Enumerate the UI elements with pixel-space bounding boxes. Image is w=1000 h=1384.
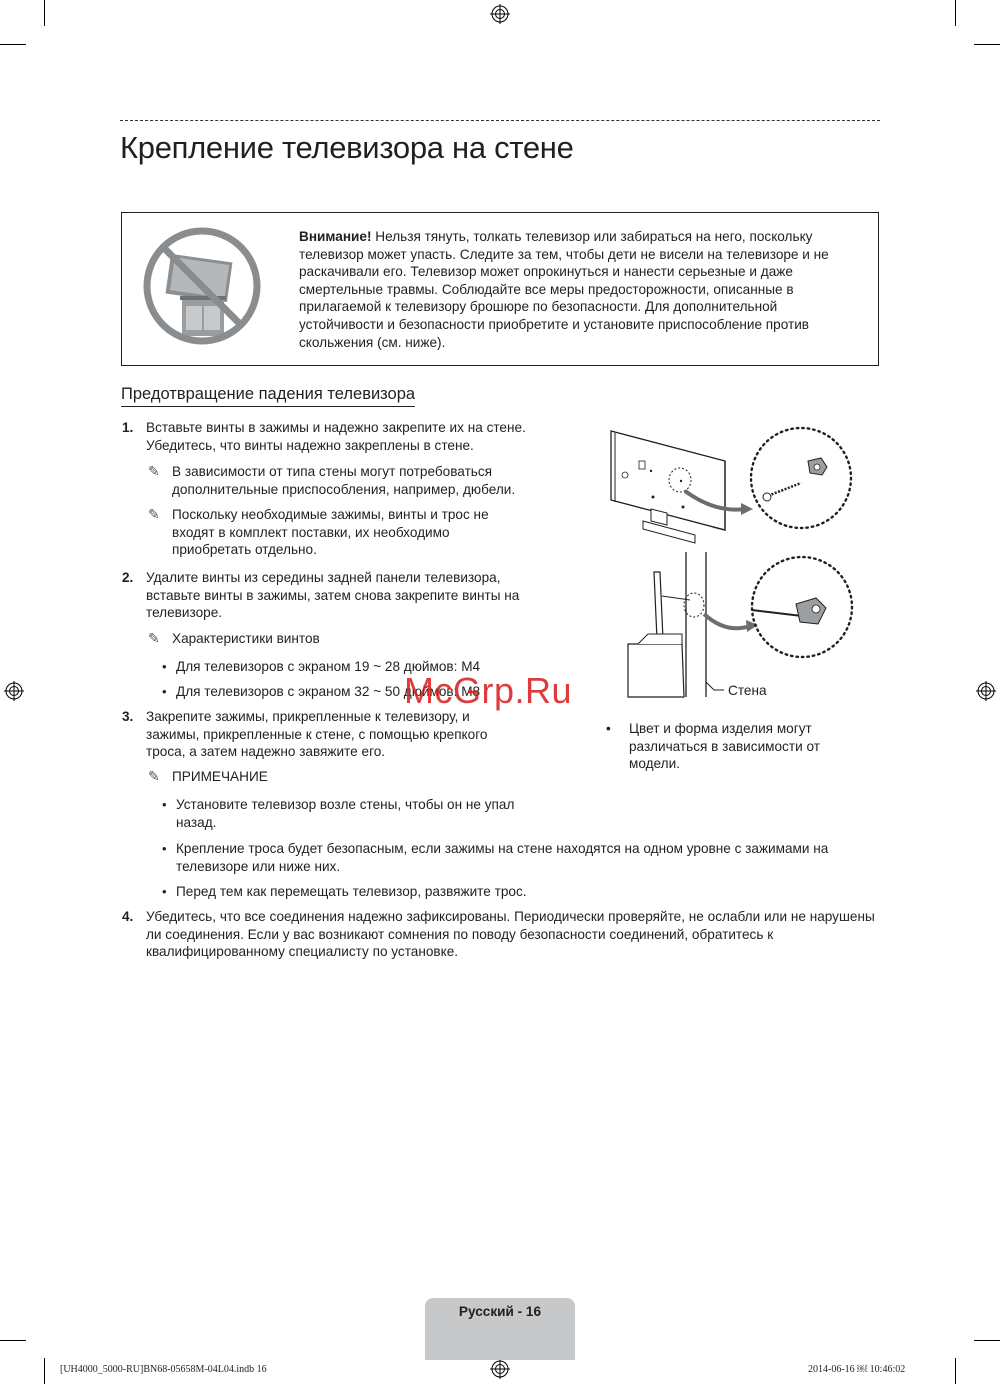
bullet-icon: • — [162, 797, 167, 812]
footer-timestamp: 2014-06-16 ￼ 10:46:02 — [808, 1364, 906, 1375]
crop-mark — [974, 44, 1000, 45]
crop-mark — [44, 1358, 45, 1384]
page-title: Крепление телевизора на стене — [120, 130, 574, 165]
note-pen-icon: ✎ — [148, 630, 160, 646]
bullet-icon: • — [162, 884, 167, 899]
step-number: 1. — [122, 420, 134, 435]
step-number: 2. — [122, 570, 134, 585]
bullet-item: Перед тем как перемещать телевизор, развяжите трос. — [176, 884, 527, 899]
step-note: Характеристики винтов — [172, 631, 320, 646]
warning-label: Внимание! — [299, 229, 372, 244]
figure-note-bullet: • — [606, 721, 611, 736]
bullet-item: Для телевизоров с экраном 19 ~ 28 дюймов: M4 — [176, 659, 481, 674]
crop-mark — [955, 0, 956, 26]
page-number: Русский - 16 — [458, 1304, 542, 1319]
note-heading: ПРИМЕЧАНИЕ — [172, 769, 268, 784]
crop-mark — [974, 1340, 1000, 1341]
title-rule — [120, 120, 880, 121]
note-pen-icon: ✎ — [148, 463, 160, 479]
step-note: Поскольку необходимые зажимы, винты и трос не входят в комплект поставки, их необходимо приобретать отдельно. — [172, 507, 489, 558]
no-climbing-tv-icon — [142, 226, 262, 346]
step-number: 4. — [122, 909, 134, 924]
tv-wall-tether-illustration — [626, 552, 861, 702]
step-text: Вставьте винты в зажимы и надежно закрепите их на стене. Убедитесь, что винты надежно закреплены в стене. — [146, 420, 526, 453]
bullet-icon: • — [162, 659, 167, 674]
wall-label: Стена — [728, 683, 767, 698]
tv-back-bracket-illustration — [605, 425, 860, 550]
crop-mark — [0, 1340, 26, 1341]
bullet-icon: • — [162, 684, 167, 699]
bullet-item: Для телевизоров с экраном 32 ~ 50 дюймов: M8 — [176, 684, 481, 699]
registration-mark-icon — [490, 4, 510, 24]
bullet-item: Установите телевизор возле стены, чтобы он не упал назад. — [176, 797, 515, 830]
step-text: Удалите винты из середины задней панели телевизора, вставьте винты в зажимы, затем снова закрепите винты на телевизоре. — [146, 570, 520, 621]
bullet-item: Крепление троса будет безопасным, если зажимы на стене находятся на одном уровне с зажимами на телевизоре или ниже них. — [176, 841, 829, 874]
registration-mark-icon — [976, 681, 996, 701]
note-pen-icon: ✎ — [148, 768, 160, 784]
footer-file-info: [UH4000_5000-RU]BN68-05658M-04L04.indb 16 — [60, 1364, 267, 1375]
warning-text — [299, 228, 859, 351]
step-note: В зависимости от типа стены могут потребоваться дополнительные приспособления, например, дюбели. — [172, 464, 516, 497]
step-text: Закрепите зажимы, прикрепленные к телевизору, и зажимы, прикрепленные к стене, с помощью крепкого троса, а затем надежно завяжите его. — [146, 709, 488, 760]
note-pen-icon: ✎ — [148, 506, 160, 522]
registration-mark-icon — [4, 681, 24, 701]
registration-mark-icon — [490, 1359, 510, 1379]
step-number: 3. — [122, 709, 134, 724]
crop-mark — [955, 1358, 956, 1384]
figure-note: Цвет и форма изделия могут различаться в зависимости от модели. — [629, 721, 820, 772]
step-text: Убедитесь, что все соединения надежно зафиксированы. Периодически проверяйте, не ослабли или не нарушены ли соединения. Если у вас возникают сомнения по поводу безопасности соединений, обратитесь к квалифицированному специалисту по установке. — [146, 909, 875, 960]
crop-mark — [0, 44, 26, 45]
bullet-icon: • — [162, 841, 167, 856]
section-heading: Предотвращение падения телевизора — [121, 385, 415, 407]
watermark-text: McGrp.Ru — [404, 670, 573, 711]
crop-mark — [44, 0, 45, 26]
warning-body: Нельзя тянуть, толкать телевизор или забираться на него, поскольку телевизор может упасть. Следите за тем, чтобы дети не висели на телевизоре и не раскачивали его. Телевизор может опрокинуться и нанести серьезные и даже смертельные травмы. Соблюдайте все меры предосторожности, описанные в прилагаемой к телевизору брошюре по безопасности. Для дополнительной устойчивости и безопасности приобретите и установите приспособление против скольжения (см. ниже). — [299, 229, 829, 350]
